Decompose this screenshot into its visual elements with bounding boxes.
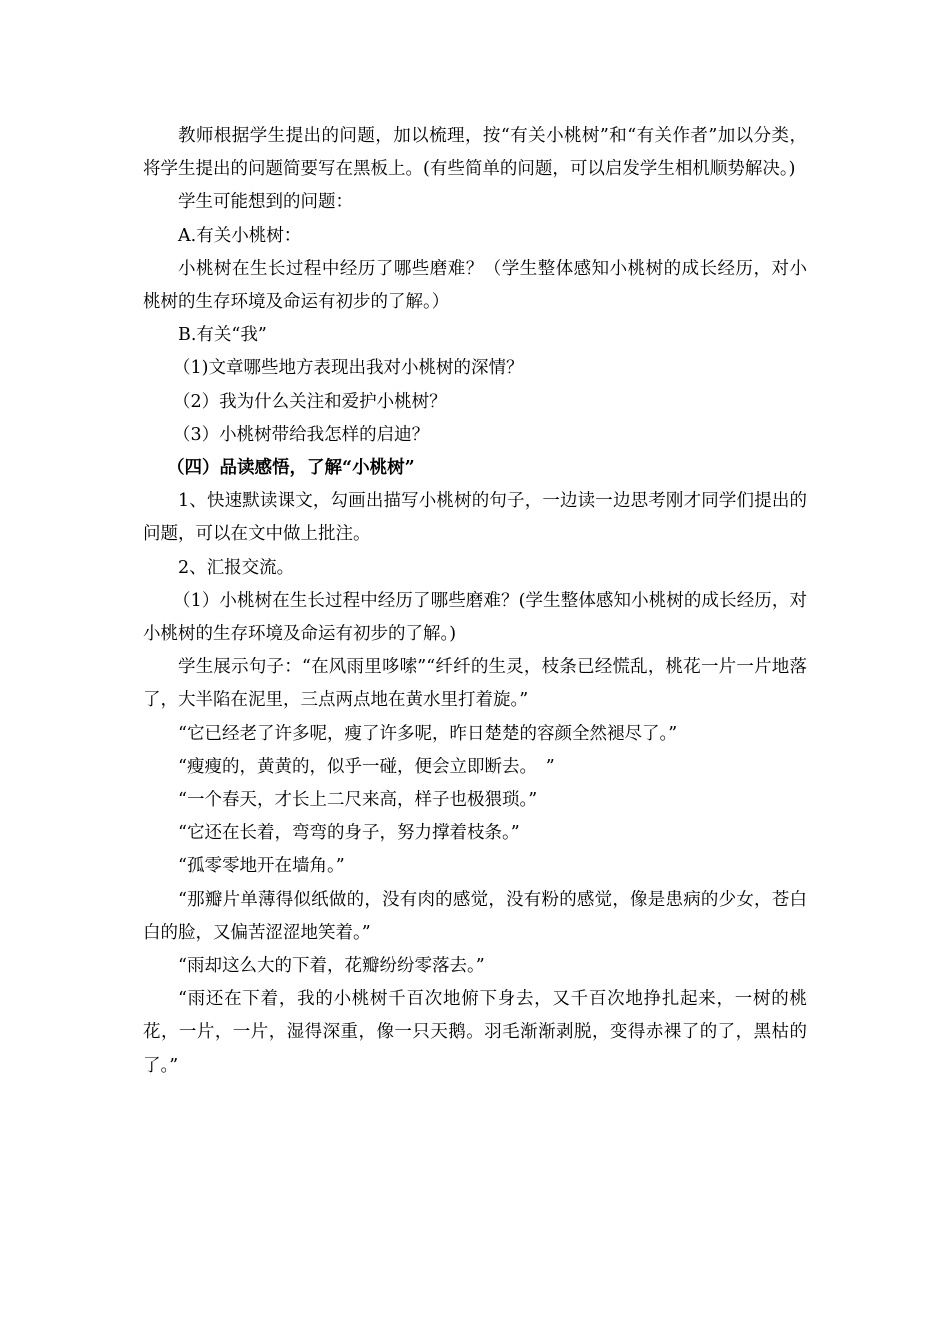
paragraph-possible-questions: 学生可能想到的问题： <box>178 192 353 213</box>
quote-line: “雨却这么大的下着，花瓣纷纷零落去。” <box>178 956 485 977</box>
quote-line: “孤零零地开在墙角。” <box>178 856 345 877</box>
paragraph-question-3: （3）小桃树带给我怎样的启迪？ <box>173 424 430 445</box>
paragraph-question-1: （1)文章哪些地方表现出我对小桃树的深情？ <box>173 358 524 379</box>
paragraph-discussion-1: （1）小桃树在生长过程中经历了哪些磨难？(学生整体感知小桃树的成长经历，对小桃树的生存环境及命运有初步的了解。) <box>143 590 807 645</box>
paragraph-step-1: 1、快速默读课文，勾画出描写小桃树的句子，一边读一边思考刚才同学们提出的问题，可以在文中做上批注。 <box>143 491 807 545</box>
quote-line: “它还在长着，弯弯的身子，努力撑着枝条。” <box>178 823 520 844</box>
paragraph-step-2: 2、汇报交流。 <box>178 557 295 578</box>
quote-line: “雨还在下着，我的小桃树千百次地俯下身去，又千百次地挣扎起来，一树的桃花，一片，一片，湿得深重，像一只天鹅。羽毛渐渐剥脱，变得赤裸了的了，黑枯的了。” <box>143 989 807 1076</box>
paragraph-teacher-sorting: 教师根据学生提出的问题，加以梳理，按“有关小桃树”和“有关作者”加以分类，将学生提出的问题简要写在黑板上。(有些简单的问题，可以启发学生相机顺势解决。) <box>143 126 807 180</box>
section-heading-four: （四）品读感悟，了解“小桃树” <box>167 458 415 479</box>
document-page <box>143 120 807 1083</box>
paragraph-student-sentences: 学生展示句子：“在风雨里哆嗦”“纤纤的生灵，枝条已经慌乱，桃花一片一片地落了，大半陷在泥里，三点两点地在黄水里打着旋。” <box>143 657 807 711</box>
quote-line: “那瓣片单薄得似纸做的，没有肉的感觉，没有粉的感觉，像是患病的少女，苍白白的脸，又偏苦涩涩地笑着。” <box>143 889 807 943</box>
paragraph-question-hardships: 小桃树在生长过程中经历了哪些磨难？（学生整体感知小桃树的成长经历，对小桃树的生存环境及命运有初步的了解。） <box>143 258 807 313</box>
quote-line: “它已经老了许多呢，瘦了许多呢，昨日楚楚的容颜全然褪尽了。” <box>178 723 678 744</box>
quote-line: “一个春天，才长上二尺来高，样子也极猥琐。” <box>178 790 538 811</box>
paragraph-section-a: A.有关小桃树： <box>178 225 302 246</box>
paragraph-question-2: （2）我为什么关注和爱护小桃树？ <box>173 391 447 412</box>
paragraph-section-b: B.有关“我” <box>178 325 267 346</box>
quote-line: “瘦瘦的，黄黄的，似乎一碰，便会立即断去。 ” <box>178 756 555 777</box>
